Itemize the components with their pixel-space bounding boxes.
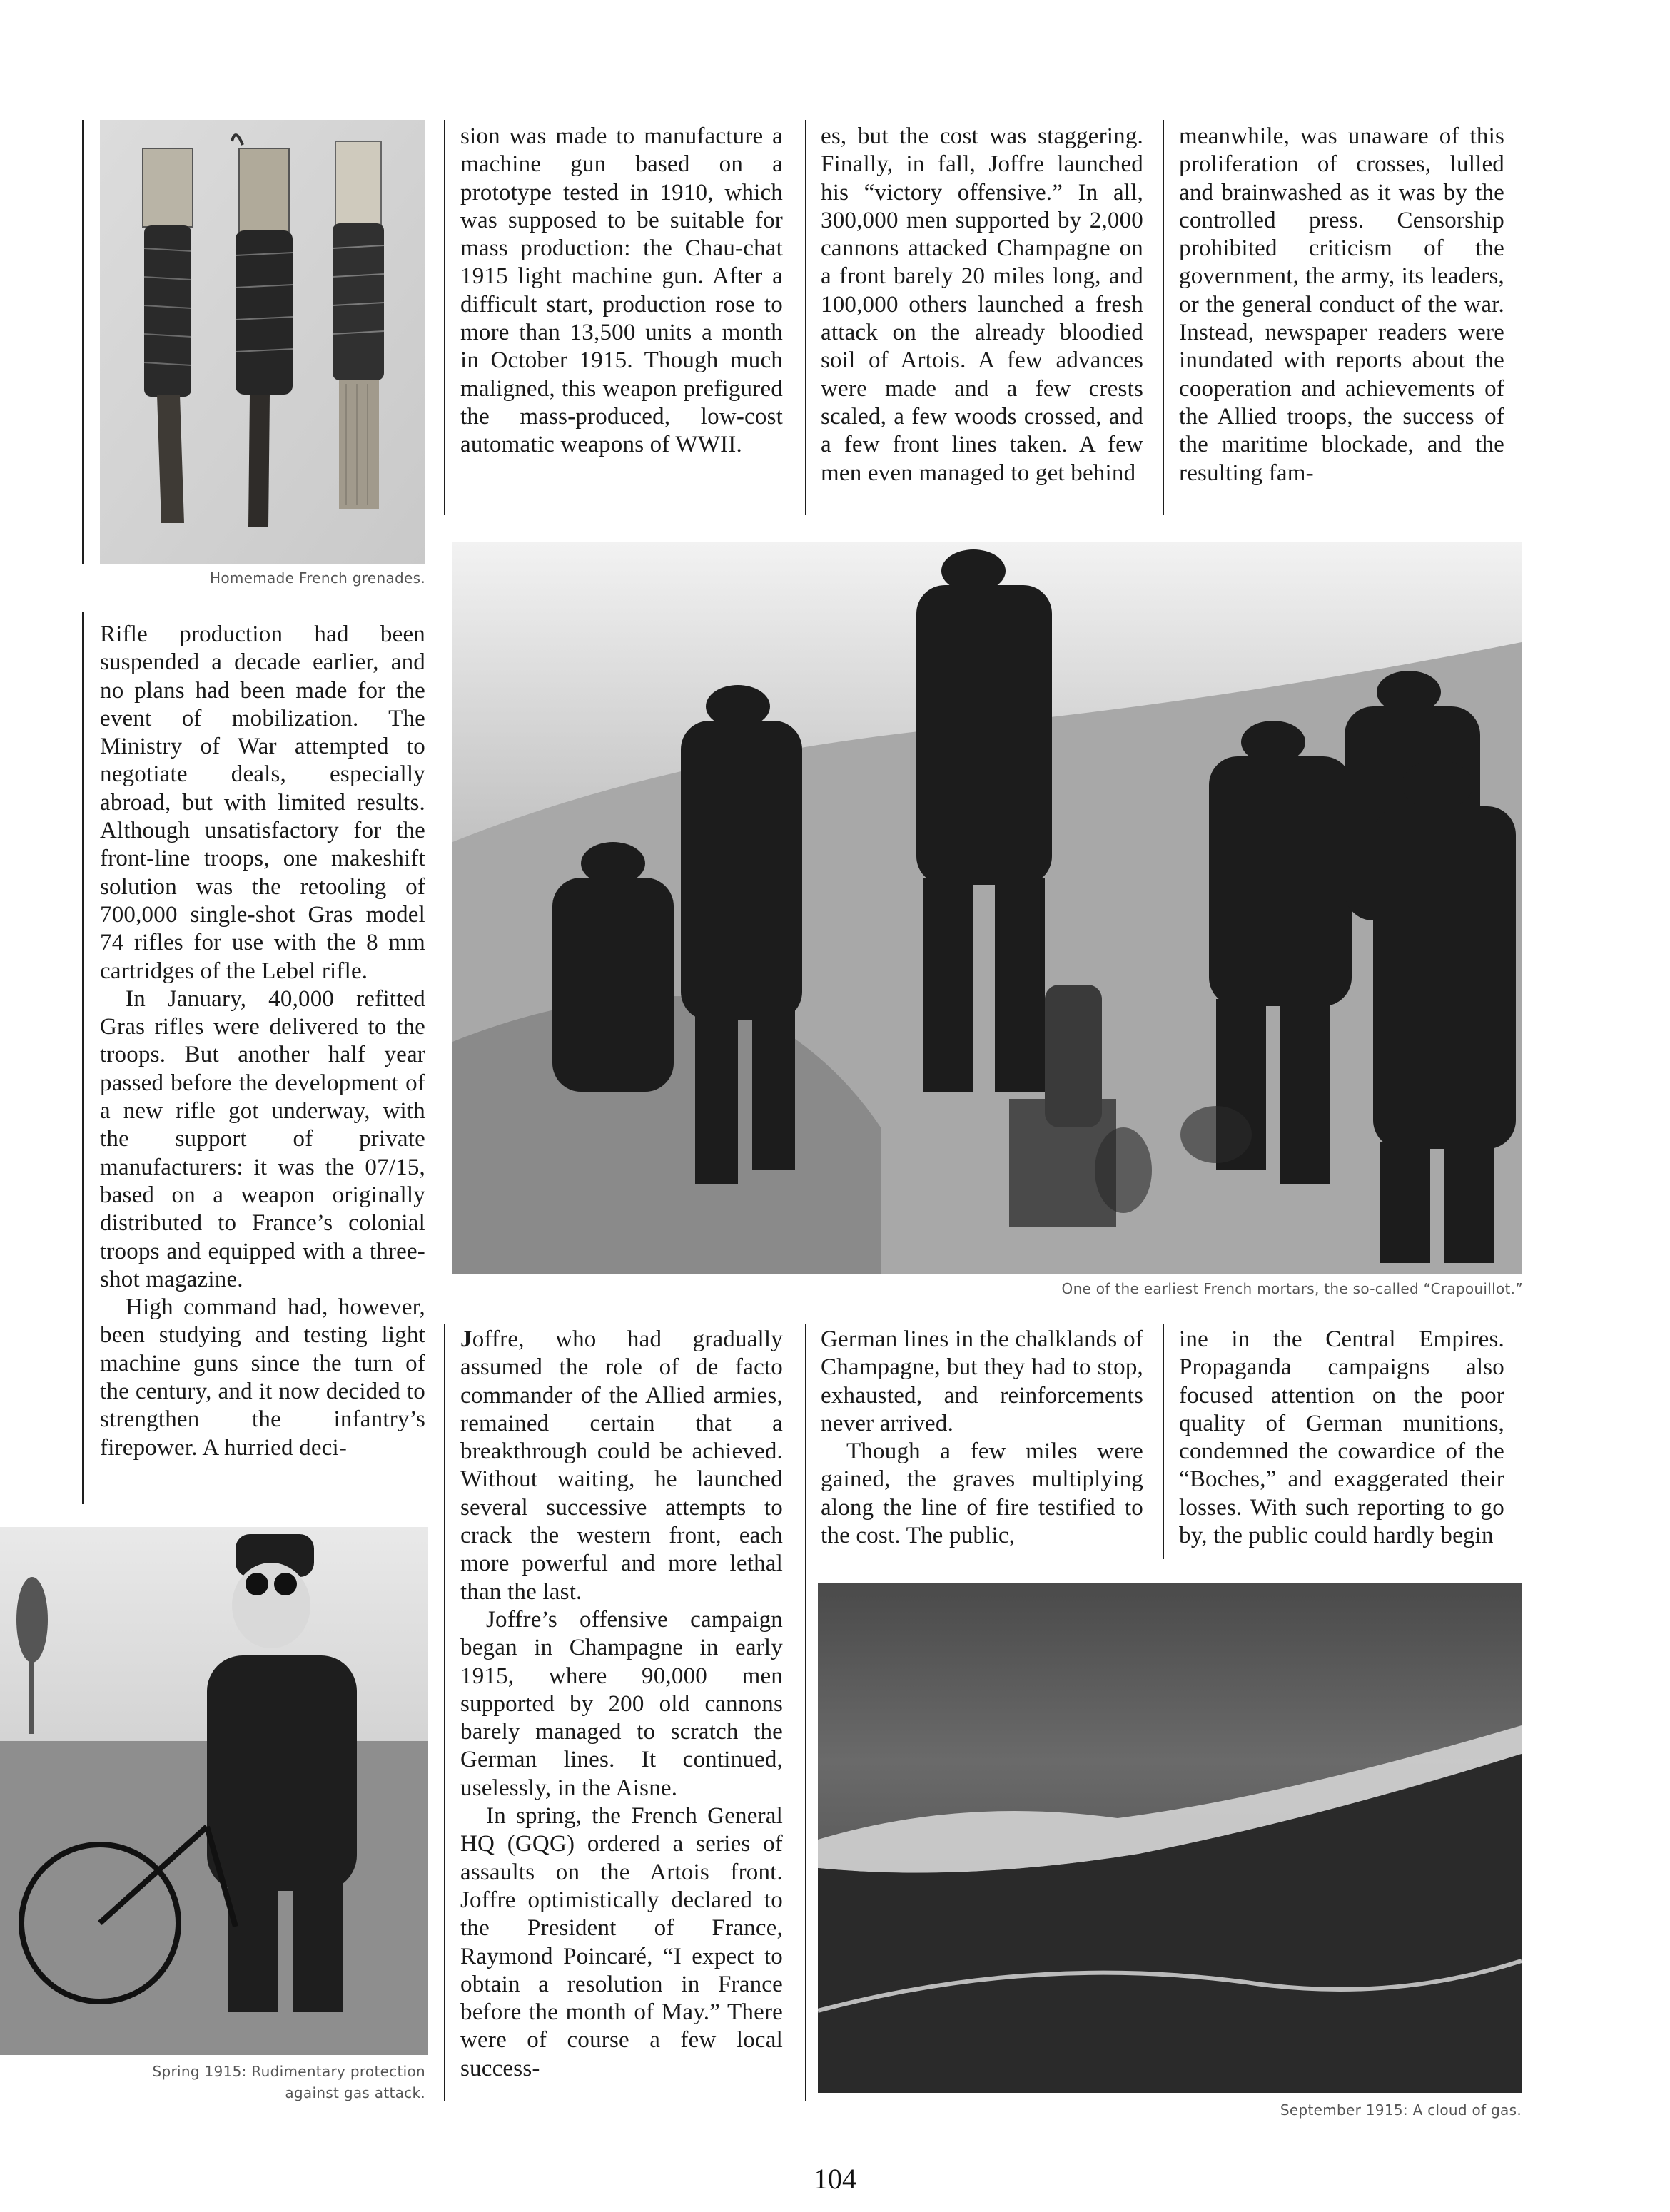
paragraph: ine in the Central Empires. Propaganda campaigns also focused attention on the poor quality of German munitions, condemned the cowardice of the “Boches,” and exaggerated their losses. With such reporting to go by, the public could hardly begin [1179, 1326, 1504, 1549]
paragraph: High command had, however, been studying and testing light machine guns since the turn of the century, and it now decided to strengthen the infantry’s firepower. A hurried deci- [100, 1294, 425, 1461]
paragraph: In January, 40,000 refitted Gras rifles were delivered to the troops. But another half year passed before the development of a new rifle got underway, with the support of private manufacturers: it was the 07/15, based on a weapon originally distributed to France’s colonial troops and equipped with a three-shot magazine. [100, 985, 425, 1292]
paragraph: German lines in the chalklands of Champagne, but they had to stop, exhausted, and reinforcements never arrived. [821, 1326, 1143, 1436]
paragraph: sion was made to manufacture a machine gun based on a prototype tested in 1910, which was supposed to be suitable for mass production: the Chau-chat 1915 light machine gun. After a difficult start, production rose to more than 13,500 units a month in October 1915. Though much maligned, this weapon prefigured the mass-produced, low-cost automatic weapons of WWII. [460, 123, 783, 458]
column-rule [805, 1324, 806, 2101]
paragraph: Joffre’s offensive campaign began in Champagne in early 1915, where 90,000 men supported by 200 old cannons barely managed to scratch the German lines. It continued, uselessly, in the Aisne. [460, 1606, 783, 1801]
page-number: 104 [814, 2163, 856, 2195]
paragraph: es, but the cost was staggering. Finally, in fall, Joffre launched his “victory offensive.” In all, 300,000 men supported by 2,000 cannons attacked Champagne on a front barely 20 miles long, and 100,000 others launched a fresh attack on the already bloodied soil of Artois. A few advances were made and a few crests scaled, a few woods crossed, and a few front lines taken. A few men even managed to get behind [821, 123, 1143, 486]
gas-cloud-photo [818, 1583, 1522, 2093]
column-rule [82, 120, 84, 564]
grenades-photo [100, 120, 425, 564]
column-rule [444, 1324, 445, 2101]
article-column-2-bottom [460, 1326, 783, 2083]
article-column-4-bottom [1179, 1326, 1504, 1550]
caption-gas-mask: Spring 1915: Rudimentary protection against gas attack. [152, 2063, 425, 2101]
column-rule [1163, 1324, 1164, 1559]
article-column-1 [100, 621, 425, 1462]
column-rule [82, 612, 84, 1504]
caption-gas-cloud: September 1915: A cloud of gas. [1280, 2101, 1522, 2119]
paragraph: Rifle production had been suspended a decade earlier, and no plans had been made for the event of mobilization. The Ministry of War attempted to negotiate deals, especially abroad, but with limited results. Although unsatisfactory for the front-line troops, one makeshift solution was the retooling of 700,000 single-shot Gras model 74 rifles for use with the 8 mm cartridges of the Lebel rifle. [100, 622, 425, 984]
article-column-3-top [821, 123, 1143, 487]
caption-grenades: Homemade French grenades. [210, 569, 425, 587]
article-column-3-bottom [821, 1326, 1143, 1550]
column-rule [444, 120, 445, 515]
article-column-4-top [1179, 123, 1504, 487]
article-column-2-top [460, 123, 783, 460]
caption-mortar: One of the earliest French mortars, the so-called “Crapouillot.” [1061, 1280, 1523, 1297]
mortar-photo [452, 542, 1522, 1274]
paragraph: Though a few miles were gained, the graves multiplying along the line of fire testified to the cost. The public, [821, 1439, 1143, 1549]
gas-mask-photo [0, 1527, 428, 2055]
paragraph: Joffre, who had gradually assumed the role of de facto commander of the Allied armies, remained certain that a breakthrough could be achieved. Without waiting, he launched several successive attempts to crack the western front, each more powerful and more lethal than the last. [460, 1326, 783, 1605]
column-rule [1163, 120, 1164, 515]
grenade-right [333, 141, 384, 509]
paragraph: In spring, the French General HQ (GQG) ordered a series of assaults on the Artois front. Joffre optimistically declared to the President of France, Raymond Poincaré, “I expect to obtain a resolution in France before the month of May.” There were of course a few local success- [460, 1803, 783, 2081]
paragraph: meanwhile, was unaware of this proliferation of crosses, lulled and brainwashed as it was by the controlled press. Censorship prohibited criticism of the government, the army, its leaders, or the general conduct of the war. Instead, newspaper readers were inundated with reports about the cooperation and achievements of the Allied troops, the success of the maritime blockade, and the resulting fam- [1179, 123, 1504, 486]
column-rule [805, 120, 806, 515]
